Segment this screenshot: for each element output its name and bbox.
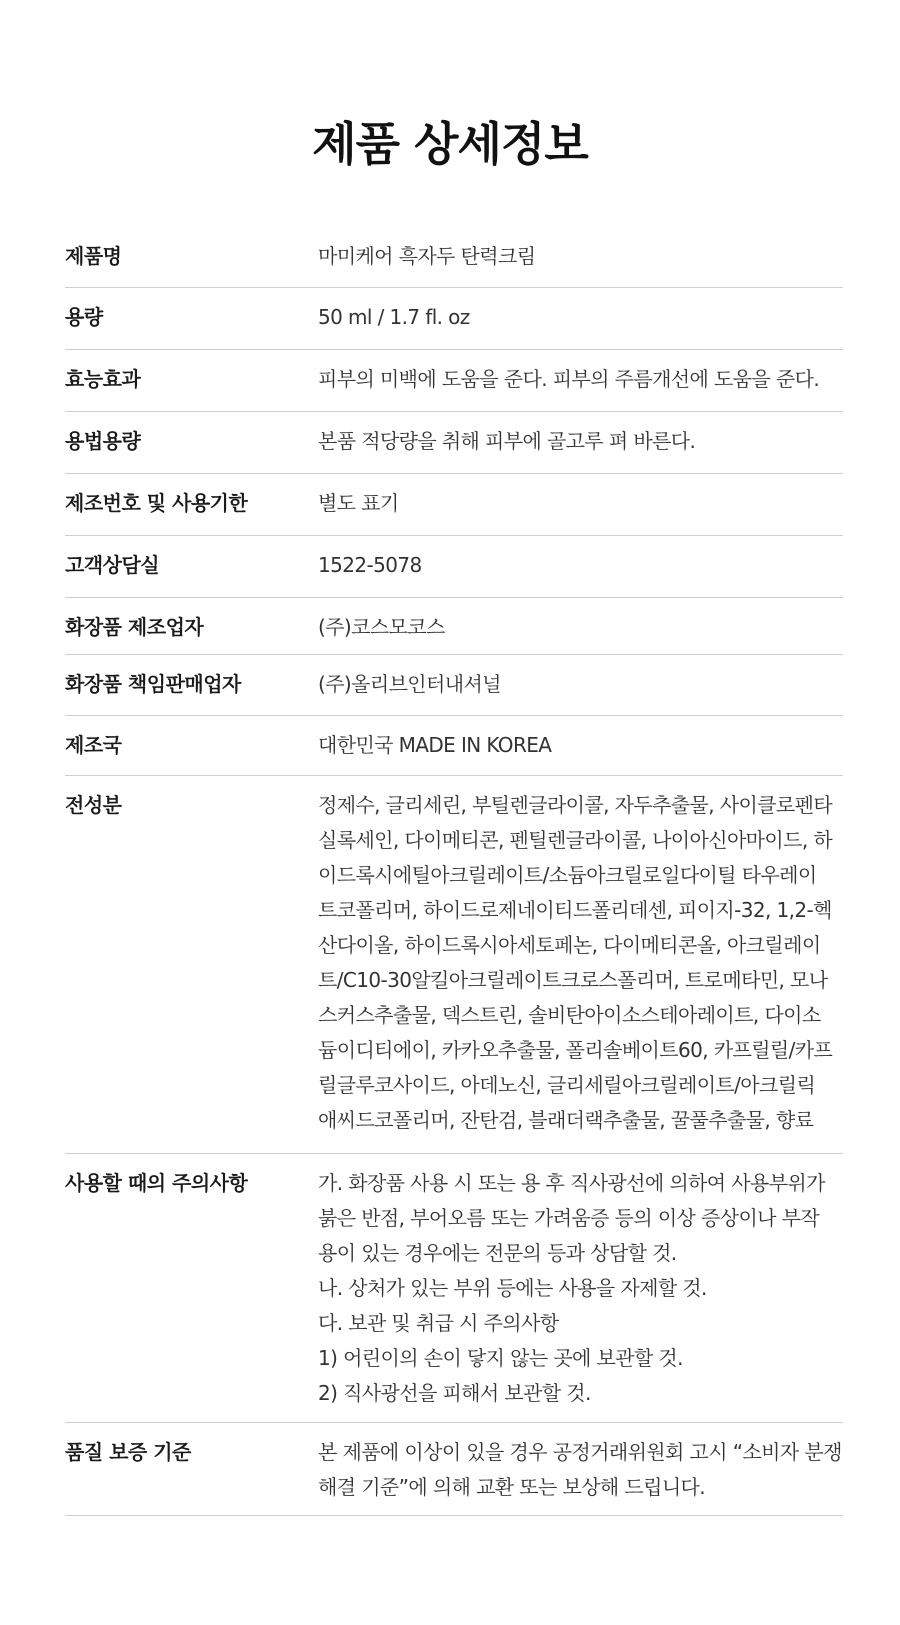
spec-label-ingredients: 전성분 [65,793,122,817]
spec-value-line: 이드록시에틸아크릴레이트/소듐아크릴로일다이틸 타우레이 [318,863,817,887]
spec-label-efficacy: 효능효과 [65,367,141,391]
spec-value-line: 릴글루코사이드, 아데노신, 글리세릴아크릴레이트/아크릴릭 [318,1073,816,1097]
spec-value-line: 1522-5078 [318,553,422,577]
spec-value-line: 실록세인, 다이메티콘, 펜틸렌글라이콜, 나이아신아마이드, 하 [318,828,833,852]
spec-row-precautions [65,1154,843,1423]
spec-row-country-of-origin [65,716,843,776]
spec-value-line: 1) 어린이의 손이 닿지 않는 곳에 보관할 것. [318,1346,683,1370]
spec-value-precautions [318,1164,843,1411]
spec-value-ingredients [318,786,843,1138]
spec-value-line: 용이 있는 경우에는 전문의 등과 상담할 것. [318,1241,677,1265]
spec-label-product-name: 제품명 [65,244,122,268]
spec-label-volume: 용량 [65,305,103,329]
spec-row-quality-guarantee [65,1423,843,1516]
spec-value-customer-center [318,546,843,583]
spec-value-line: 듐이디티에이, 카카오추출물, 폴리솔베이트60, 카프릴릴/카프 [318,1038,833,1062]
spec-value-line: (주)코스모코스 [318,615,445,639]
spec-label-country-of-origin: 제조국 [65,733,122,757]
spec-value-country-of-origin [318,726,843,763]
spec-value-line: 다. 보관 및 취급 시 주의사항 [318,1311,559,1335]
spec-row-efficacy [65,350,843,412]
spec-row-ingredients [65,776,843,1154]
spec-value-line: 트코폴리머, 하이드로제네이티드폴리데센, 피이지-32, 1,2-헥 [318,898,832,922]
spec-label-usage: 용법용량 [65,429,141,453]
spec-value-line: 2) 직사광선을 피해서 보관할 것. [318,1381,591,1405]
spec-value-line: 본품 적당량을 취해 피부에 골고루 펴 바른다. [318,429,696,453]
page-title: 제품 상세정보 [312,117,588,171]
spec-row-lot-and-expiry [65,474,843,536]
spec-value-line: 붉은 반점, 부어오름 또는 가려움증 등의 이상 증상이나 부작 [318,1206,820,1230]
spec-value-product-name [318,237,843,274]
spec-value-line: 트/C10-30알킬아크릴레이트크로스폴리머, 트로메타민, 모나 [318,968,828,992]
spec-label-lot-and-expiry: 제조번호 및 사용기한 [65,491,248,515]
spec-label-quality-guarantee: 품질 보증 기준 [65,1440,191,1464]
spec-value-line: 스커스추출물, 덱스트린, 솔비탄아이소스테아레이트, 다이소 [318,1003,821,1027]
spec-value-line: 가. 화장품 사용 시 또는 용 후 직사광선에 의하여 사용부위가 [318,1171,825,1195]
spec-label-precautions: 사용할 때의 주의사항 [65,1171,248,1195]
spec-value-line: 별도 표기 [318,491,399,515]
spec-value-line: 나. 상처가 있는 부위 등에는 사용을 자제할 것. [318,1276,707,1300]
spec-value-usage [318,422,843,459]
spec-value-line: 50 ml / 1.7 fl. oz [318,305,470,329]
spec-row-manufacturer [65,598,843,655]
spec-value-line: (주)올리브인터내셔널 [318,672,501,696]
spec-value-distributor [318,665,843,702]
spec-row-customer-center [65,536,843,598]
spec-value-line: 피부의 미백에 도움을 준다. 피부의 주름개선에 도움을 준다. [318,367,820,391]
spec-value-line: 해결 기준”에 의해 교환 또는 보상해 드립니다. [318,1475,706,1499]
spec-value-volume [318,298,843,335]
spec-label-manufacturer: 화장품 제조업자 [65,615,204,639]
spec-row-volume [65,288,843,350]
spec-row-product-name [65,227,843,288]
spec-value-quality-guarantee [318,1433,843,1505]
spec-value-line: 산다이올, 하이드록시아세토페논, 다이메티콘올, 아크릴레이 [318,933,821,957]
spec-value-line: 본 제품에 이상이 있을 경우 공정거래위원회 고시 “소비자 분쟁 [318,1440,842,1464]
spec-label-customer-center: 고객상담실 [65,553,160,577]
spec-row-usage [65,412,843,474]
spec-value-lot-and-expiry [318,484,843,521]
spec-value-line: 마미케어 흑자두 탄력크림 [318,244,536,268]
spec-value-line: 정제수, 글리세린, 부틸렌글라이콜, 자두추출물, 사이클로펜타 [318,793,833,817]
spec-label-distributor: 화장품 책임판매업자 [65,672,241,696]
spec-value-efficacy [318,360,843,397]
spec-row-distributor [65,655,843,716]
product-spec-table [65,227,843,1516]
spec-value-line: 대한민국 MADE IN KOREA [318,733,552,757]
spec-value-line: 애씨드코폴리머, 잔탄검, 블래더랙추출물, 꿀풀추출물, 향료 [318,1108,814,1132]
spec-value-manufacturer [318,608,843,645]
